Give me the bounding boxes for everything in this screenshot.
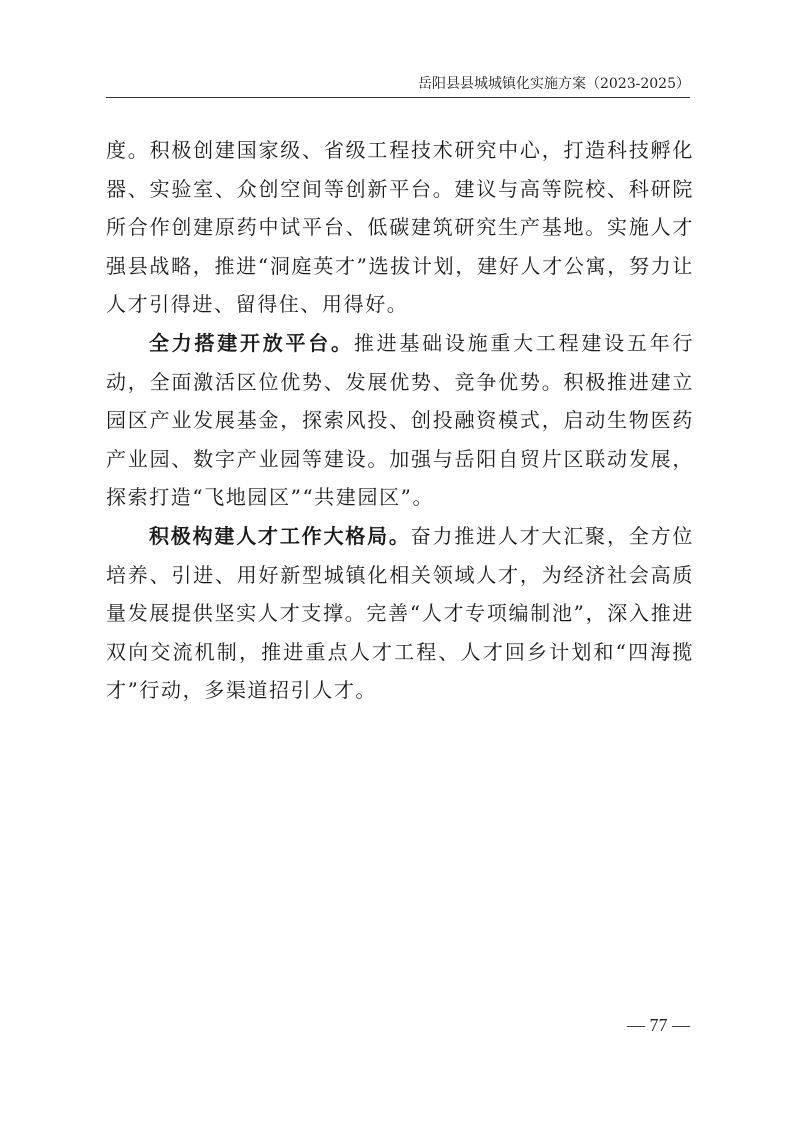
paragraph-talent-structure bbox=[106, 517, 694, 710]
paragraph-continuation bbox=[106, 131, 694, 324]
paragraph-open-platform bbox=[106, 324, 694, 517]
document-body bbox=[106, 131, 694, 710]
paragraph-heading: 积极构建人才工作大格局。 bbox=[149, 523, 411, 548]
running-header: 岳阳县县城城镇化实施方案（2023-2025） bbox=[418, 76, 690, 92]
header-divider bbox=[106, 97, 690, 98]
page-number: — 77 — bbox=[627, 1015, 690, 1035]
paragraph-text: 奋力推进人才大汇聚，全方位培养、引进、用好新型城镇化相关领域人才，为经济社会高质量发展提供坚实人才支撑。完善“人才专项编制池”，深入推进双向交流机制，推进重点人才工程、人才回乡计划和“四海揽才”行动，多渠道招引人才。 bbox=[106, 523, 694, 703]
paragraph-heading: 全力搭建开放平台。 bbox=[149, 330, 354, 355]
paragraph-text: 度。积极创建国家级、省级工程技术研究中心，打造科技孵化器、实验室、众创空间等创新平台。建议与高等院校、科研院所合作创建原药中试平台、低碳建筑研究生产基地。实施人才强县战略，推进“洞庭英才”选拔计划，建好人才公寓，努力让人才引得进、留得住、用得好。 bbox=[106, 138, 694, 317]
paragraph-text: 推进基础设施重大工程建设五年行动，全面激活区位优势、发展优势、竞争优势。积极推进建立园区产业发展基金，探索风投、创投融资模式，启动生物医药产业园、数字产业园等建设。加强与岳阳自贸片区联动发展，探索打造“飞地园区”“共建园区”。 bbox=[106, 330, 694, 510]
